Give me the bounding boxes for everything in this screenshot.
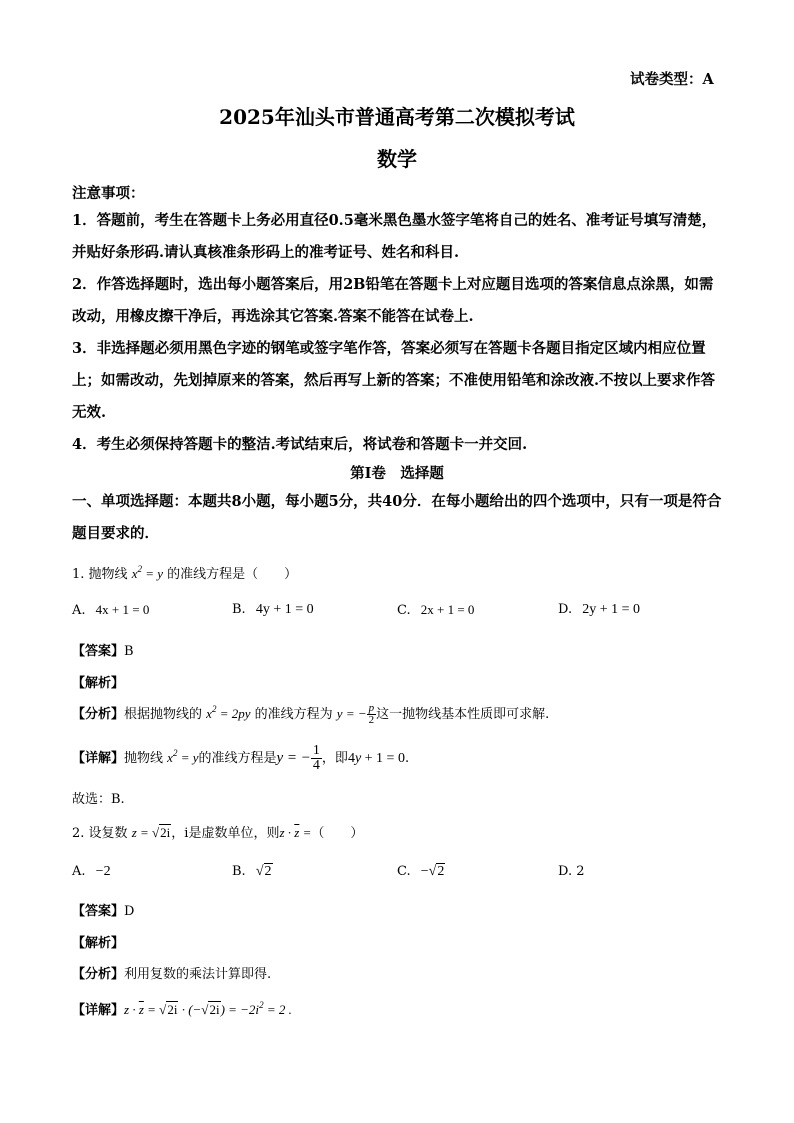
q2-prefix: 2. 设复数 [72,826,128,841]
notice-item-1: 1．答题前，考生在答题卡上务必用直径0.5毫米黑色墨水签字笔将自己的姓名、准考证号填写清楚，并贴好条形码.请认真核准条形码上的准考证号、姓名和科目. [72,212,717,261]
notice-item-2: 2．作答选择题时，选出每小题答案后，用2B铅笔在答题卡上对应题目选项的答案信息点涂黑，如需改动，用橡皮擦干净后，再选涂其它答案.答案不能答在试卷上. [72,276,714,325]
q1-suffix: 的准线方程是（ ） [167,567,298,582]
q1-xiangjie-mid: 的准线方程是 [198,751,277,766]
q1-fenxi-fraction: $\frac{p}{2}$ [368,702,375,726]
q2-suffix: （ ） [311,826,364,841]
q1-xiangjie-fraction: $\frac{1}{4}$ [312,743,320,773]
q1-analysis-tag: 【解析】 [72,676,125,691]
q2-option-a [72,864,111,880]
q1-answer-value: B [124,644,134,659]
q1-fenxi-tag: 【分析】 [72,707,125,722]
q2-fenxi [72,963,271,982]
q1-option-c-text: 2x + 1 = 0 [420,602,475,617]
q1-option-c [397,602,474,618]
exam-title: 2025年汕头市普通高考第二次模拟考试 [219,105,575,129]
q2-option-a-label: A. [72,864,86,879]
q2-option-a-text: −2 [95,864,111,879]
notice-item-4: 4．考生必须保持答题卡的整洁.考试结束后，将试卷和答题卡一并交回. [72,436,528,453]
q1-fenxi-directrix: y = − [336,706,367,721]
q1-fenxi-pre: 根据抛物线的 [124,707,203,722]
q1-xiangjie-result: 4y + 1 = 0 [347,751,405,766]
q2-option-c-label: C. [397,864,411,879]
q2-answer-tag: 【答案】 [72,904,125,919]
q2-stem [72,822,363,841]
q2-fenxi-tag: 【分析】 [72,967,125,982]
q1-option-a [72,602,149,618]
q1-xiangjie-directrix: y = − [276,750,311,766]
q2-analysis-tag: 【解析】 [72,936,125,951]
q1-option-d [558,602,640,618]
q1-option-d-text: 2y + 1 = 0 [582,602,641,617]
q1-answer-tag: 【答案】 [72,644,125,659]
q1-option-b-label: B. [232,602,246,617]
section-title: 第Ⅰ卷 选择题 [350,465,444,482]
q2-xiangjie-formula: $z \cdot \overline{z} = √2i \cdot (-√2i) = -2i^2 = 2$ . [124,1000,292,1017]
q2-answer [72,900,134,919]
q1-option-b [232,602,314,618]
q1-xiangjie-mid2: ，即 [321,751,348,766]
q1-fenxi-parabola: $x^2 = 2py$ [206,704,251,721]
paper-type: 试卷类型：A [630,71,714,88]
q1-xiangjie-parabola: $x^2 = y$ [167,748,199,765]
q1-answer [72,640,134,659]
q2-xiangjie [72,999,292,1018]
q1-option-c-label: C. [397,603,411,618]
q2-xiangjie-tag: 【详解】 [72,1003,125,1018]
q2-answer-value: D [124,904,135,919]
q2-product: $z \cdot \overline{z}$ = [279,825,312,840]
q1-option-a-text: 4x + 1 = 0 [95,602,150,617]
q2-option-c-sqrt: −√2 [420,864,445,879]
q1-xiangjie-pre: 抛物线 [124,751,164,766]
q1-stem [72,563,297,582]
q1-option-a-label: A. [72,603,86,618]
q2-option-c [397,864,445,880]
q1-equation: $x^2 = y$ [131,564,164,581]
q1-prefix: 1. 抛物线 [72,567,128,582]
q2-option-b-label: B. [232,864,246,879]
q1-option-b-text: 4y + 1 = 0 [255,602,314,617]
q1-conclusion: 故选：B. [72,792,125,807]
q2-sqrt: √2i [152,825,171,840]
q1-option-d-label: D. [558,602,573,617]
q1-xiangjie-tag: 【详解】 [72,751,125,766]
q2-mid: ，i是虚数单位，则 [171,826,280,841]
q2-fenxi-text: 利用复数的乘法计算即得. [124,967,272,982]
q1-fenxi-post: 这一抛物线基本性质即可求解. [376,707,550,722]
q2-option-d: D. 2 [558,864,585,879]
subject-title: 数学 [377,147,417,171]
notice-heading: 注意事项： [72,185,145,202]
q2-option-b-sqrt: √2 [255,864,272,879]
q2-definition: z = [131,825,153,840]
q1-xiangjie-end: . [404,751,410,766]
part1-instructions: 一、单项选择题：本题共8小题，每小题5分，共40分．在每小题给出的四个选项中，只有一项是符合题目要求的． [72,493,722,542]
q1-fenxi [72,703,549,726]
q2-option-b [232,864,273,880]
q1-xiangjie [72,744,409,773]
q1-fenxi-mid: 的准线方程为 [254,707,333,722]
notice-item-3: 3．非选择题必须用黑色字迹的钢笔或签字笔作答，答案必须写在答题卡各题目指定区域内相应位置上；如需改动，先划掉原来的答案，然后再写上新的答案；不准使用铅笔和涂改液.不按以上要求作答无效. [72,340,716,421]
